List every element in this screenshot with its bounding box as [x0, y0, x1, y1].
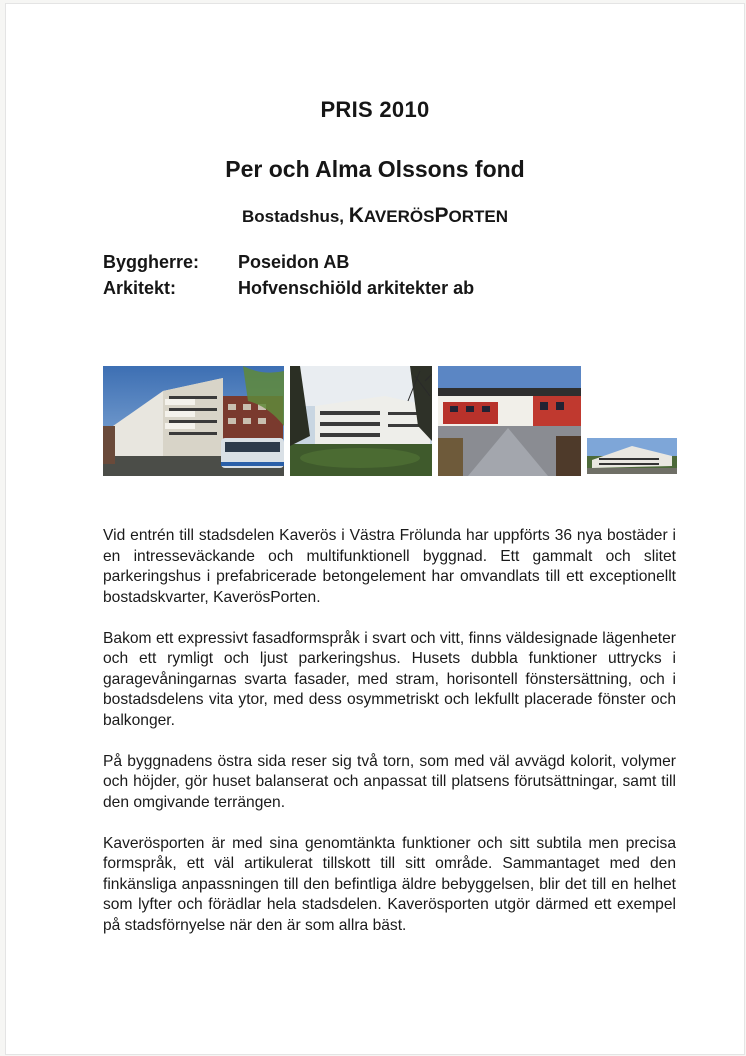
- building-photo-4: [587, 438, 677, 474]
- credit-row-arkitekt: [103, 278, 474, 304]
- project-name-part-orten: ORTEN: [448, 207, 508, 226]
- project-name-initial-p: P: [434, 204, 449, 227]
- prize-title: PRIS 2010: [320, 97, 430, 122]
- credit-row-byggherre: [103, 252, 474, 278]
- credits-block: [103, 252, 474, 304]
- photo-strip: [103, 366, 678, 478]
- project-name-part-averos: AVERÖS: [363, 207, 435, 226]
- subtitle-prefix: Bostadshus,: [242, 207, 349, 226]
- building-photo-3: [438, 366, 581, 476]
- paragraph-2: Bakom ett expressivt fasadformspråk i svart och vitt, finns väldesignade lägenheter och ett rymligt och ljust parkeringshus. Husets dubbla funktioner uttrycks i garagevåningarnas svarta fasader, med stram, horisontell fönstersättning, och i bostadsdelens vita ytor, med dess osymmetriskt och lekfullt placerade fönster och balkonger.: [103, 629, 676, 729]
- paragraph-3: På byggnadens östra sida reser sig två torn, som med väl avvägd kolorit, volymer och höjder, gör huset balanserat och anpassat till platsens förutsättningar, samt till den omgivande terrängen.: [103, 752, 676, 811]
- building-photo-2: [290, 366, 432, 476]
- paragraph-4: Kaverösporten är med sina genomtänkta funktioner och sitt subtila men precisa formspråk, ett väl artikulerat tillskott till sitt område. Sammantaget med den finkänsliga anpassningen till den befintliga äldre bebyggelsen, blir det till en helhet som lyfter och förädlar hela stadsdelen. Kaverösporten utgör därmed ett exempel på stadsförnyelse när den är som allra bäst.: [103, 834, 676, 934]
- building-photo-1: [103, 366, 284, 476]
- document-page: [6, 4, 744, 1054]
- project-name-initial-k: K: [348, 204, 364, 227]
- credit-value: Hofvenschiöld arkitekter ab: [238, 278, 475, 298]
- paragraph-1: Vid entrén till stadsdelen Kaverös i Västra Frölunda har uppförts 36 nya bostäder i en intresseväckande och multifunktionell byggnad. Ett gammalt och slitet parkeringshus i prefabricerade betongelement har omvandlats till ett exceptionellt bostadskvarter, KaverösPorten.: [103, 527, 676, 606]
- credit-value: Poseidon AB: [238, 252, 350, 272]
- body-text: [103, 526, 676, 957]
- credit-label: Arkitekt:: [103, 278, 177, 298]
- project-subtitle: [6, 204, 744, 228]
- fund-name: Per och Alma Olssons fond: [225, 156, 525, 182]
- credit-label: Byggherre:: [103, 252, 200, 272]
